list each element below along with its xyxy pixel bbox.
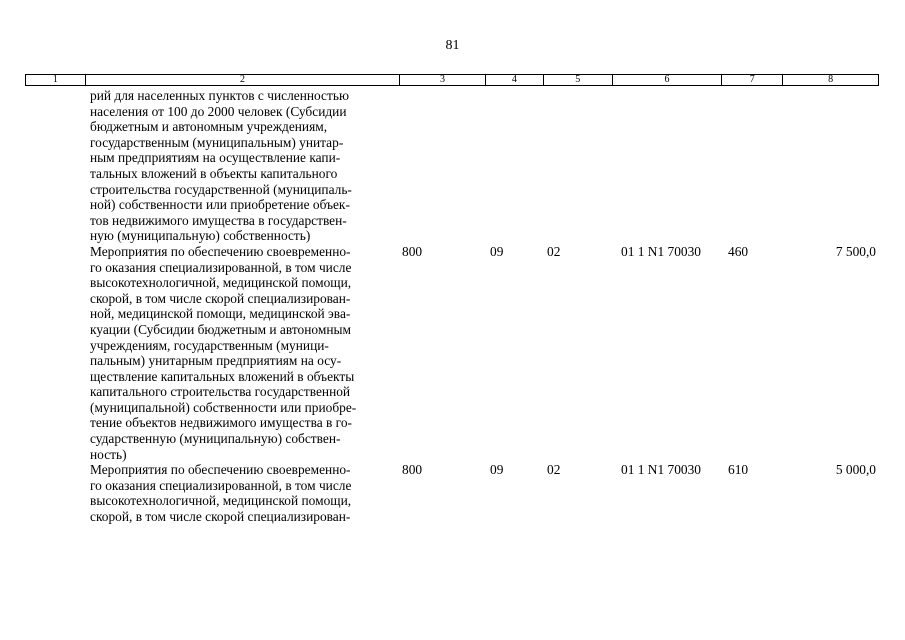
cell-target-article: 01 1 N1 70030 (621, 243, 701, 259)
cell-subsection: 02 (547, 462, 561, 478)
header-col-1: 1 (52, 74, 58, 85)
table-body (0, 88, 905, 525)
header-col-3: 3 (399, 75, 485, 85)
header-col-2: 2 (85, 75, 399, 85)
cell-subsection: 02 (547, 243, 561, 259)
description-line: тение объектов недвижимого имущества в го- (90, 415, 352, 431)
description-line: капитального строительства государственной (90, 384, 351, 400)
cell-expense-type: 460 (728, 243, 749, 259)
description-line: ную (муниципальную) собственность) (90, 228, 311, 244)
description-line: (муниципальной) собственности или приобре- (90, 399, 357, 415)
description-line: ной, медицинской помощи, медицинской эва- (90, 306, 351, 322)
description-line: строительства государственной (муниципаль- (90, 181, 352, 197)
description-line: государственным (муниципальным) унитар- (90, 134, 344, 150)
table-row (0, 244, 905, 462)
description-line: ным предприятиям на осуществление капи- (90, 150, 341, 166)
cell-section: 09 (490, 462, 504, 478)
description-line: куации (Субсидии бюджетным и автономным (90, 321, 351, 337)
description-line: ной) собственности или приобретение объек- (90, 197, 350, 213)
page-number: 81 (445, 38, 460, 53)
description-line: тальных вложений в объекты капитального (90, 165, 338, 181)
table-header (25, 74, 879, 86)
header-col-6: 6 (612, 75, 722, 85)
description-line: бюджетным и автономным учреждениям, (90, 119, 328, 135)
header-col-8: 8 (782, 75, 878, 85)
description-line: ность) (90, 446, 127, 462)
cell-section: 09 (490, 243, 504, 259)
description-line: населения от 100 до 2000 человек (Субсидии (90, 103, 347, 119)
description-line: ществление капитальных вложений в объекты (90, 368, 355, 384)
cell-target-article: 01 1 N1 70030 (621, 462, 701, 478)
table-row (0, 88, 905, 244)
header-col-7: 7 (721, 75, 782, 85)
description-line: сударственную (муниципальную) собствен- (90, 431, 341, 447)
description-line: го оказания специализированной, в том числе (90, 477, 352, 493)
description-line: го оказания специализированной, в том числе (90, 259, 352, 275)
cell-amount: 5 000,0 (835, 462, 876, 478)
description-line: Мероприятия по обеспечению своевременно- (90, 462, 351, 478)
row-description (90, 244, 395, 462)
cell-expense-type: 610 (728, 462, 749, 478)
cell-admin-code: 800 (402, 462, 423, 478)
description-line: высокотехнологичной, медицинской помощи, (90, 493, 352, 509)
description-line: тов недвижимого имущества в государствен- (90, 212, 347, 228)
description-line: скорой, в том числе скорой специализирован- (90, 509, 351, 525)
description-line: учреждениям, государственным (муници- (90, 337, 329, 353)
table-row (0, 462, 905, 524)
description-line: скорой, в том числе скорой специализирован- (90, 290, 351, 306)
description-line: рий для населенных пунктов с численностью (90, 88, 349, 103)
header-col-5: 5 (543, 75, 612, 85)
description-line: Мероприятия по обеспечению своевременно- (90, 243, 351, 259)
cell-admin-code: 800 (402, 243, 423, 259)
cell-amount: 7 500,0 (835, 243, 876, 259)
description-line: высокотехнологичной, медицинской помощи, (90, 275, 352, 291)
row-description (90, 462, 395, 524)
row-description (90, 88, 395, 244)
header-col-4: 4 (485, 75, 543, 85)
description-line: пальным) унитарным предприятиям на осу- (90, 353, 342, 369)
